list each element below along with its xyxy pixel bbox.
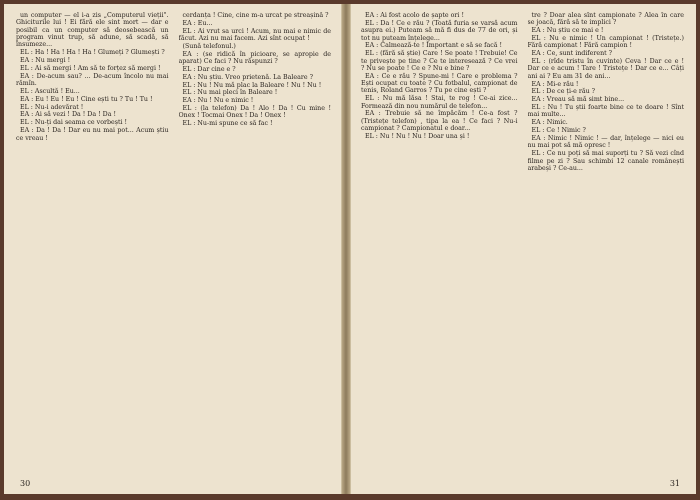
dialogue-paragraph: EL : Nu-ți dai seama ce vorbești ! [20,119,128,127]
book-gutter [342,4,350,494]
dialogue-paragraph: un computer — el i-a zis „Computerul vieții". Ghiciturile lui ! Ei fără ele sint mort — dar e posibil ca un computer să deosebească un program vinut trup, să adune, să scadă, să însumeze... [16,12,169,49]
dialogue-paragraph: EA : Nimic ! Nimic ! — dar, înțelege — nici eu nu mai pot să mă opresc ! [527,135,684,150]
dialogue-paragraph: EA : Nimic. [531,119,568,127]
dialogue-paragraph: cerdanța ! Cine, cine m-a urcat pe streașină ? [182,12,329,19]
dialogue-paragraph: EA : De-acum sau? ... De-acum încolo nu mai rămîn. [16,72,169,88]
dialogue-paragraph: EL : De ce ți-e rău ? [531,88,596,96]
dialogue-paragraph: EL : Nu-i adevărat ! [20,103,84,111]
dialogue-paragraph: EA : Ce, sunt indiferent ? [531,50,613,58]
dialogue-paragraph: EL : Dar cine e ? [182,65,236,73]
left-page-column-1 [16,12,169,482]
dialogue-paragraph: EL : Nu-mi spune ce să fac ! [182,120,273,128]
right-page-column-2 [528,12,685,482]
dialogue-paragraph: EL : (rîde tristu în cuvinte) Ceva ! Dar ce e ! Dar ce e acum ! Tare ! Tristețe ! Dar ce e... Câți ani ai ? Eu am 31 de ani... [527,58,684,80]
dialogue-paragraph: tre ? Doar alea sînt campionate ? Alea în care se joacă, fără să te implici ? [527,12,684,27]
dialogue-paragraph: EL : Nu ! Nu mă plac la Baleare ! Nu ! Nu ! [182,81,322,89]
right-page-column-1 [361,12,518,482]
dialogue-paragraph: (Sună telefonul.) [182,42,236,50]
dialogue-paragraph: EA : Eu ! Eu ! Eu ! Cine ești tu ? Tu ! Tu ! [20,95,153,103]
dialogue-paragraph: EL : (fără să știe) Care ! Se poate ! Trebuie! Ce te privește pe tine ? Ce te interesează ? Ce vrei ? Nu se poate ! Ce e ? Nu e bine ? [361,50,518,72]
right-page-number: 31 [669,479,680,488]
dialogue-paragraph: EA : Nu mergi ! [20,57,71,65]
dialogue-paragraph: EA : (se ridică în picioare, se apropie de aparat) Ce faci ? Nu răspunzi ? [178,50,331,66]
dialogue-paragraph: EL : Ai vrut sa urci ! Acum, nu mai e nimic de făcut. Azi nu mai facem. Azi sînt ocupat ! [178,27,331,43]
dialogue-paragraph: EA : Vreau să mă simt bine... [531,96,625,104]
dialogue-paragraph: EL : (la telefon) Da ! Alo ! Da ! Cu mine ! Onex ! Tocmai Onex ! Da ! Onex ! [178,105,331,120]
dialogue-paragraph: EA : Calmează-te ! Important e să se facă ! [365,42,503,50]
dialogue-paragraph: EL : Ce nu poți să mai suporți tu ? Să vezi cînd filme pe zi ? Sau schimbi 12 canale românești arabeși ? Ce-au... [527,150,684,172]
dialogue-paragraph: EA : Eu... [182,19,213,27]
dialogue-paragraph: EA : Ai fost acolo de șapte ori ! [365,12,464,19]
dialogue-paragraph: EA : Nu știu ce mai e ! [531,27,604,35]
left-page-number: 30 [20,479,31,488]
dialogue-paragraph: EA : Ce e rău ? Spune-mi ! Care e problema ? Ești ocupat cu toate ? Cu fotbalul, campionat de tenis, Roland Garros ? Tu pe cine ești ? [361,72,518,95]
dialogue-paragraph: EL : Nu ! Tu știi foarte bine ce te doare ! Sînt mai multe... [527,104,684,119]
dialogue-paragraph: EA : Nu ! Nu e nimic ! [182,97,254,105]
dialogue-paragraph: EL : Ai să mergi ! Am să te forțez să mergi ! [20,64,161,72]
dialogue-paragraph: EL : Nu mai pleci în Baleare ! [182,89,278,97]
dialogue-paragraph: EL : Nu ! Nu ! Nu ! Doar una și ! [365,133,470,140]
dialogue-paragraph: EA : Ai să vezi ! Da ! Da ! Da ! [20,111,116,119]
dialogue-paragraph: EA : Da ! Da ! Dar eu nu mai pot... Acum știu ce vreau ! [16,127,169,142]
dialogue-paragraph: EA : Mi-e rău ! [531,80,579,88]
dialogue-paragraph: EL : Ce ! Nimic ? [531,127,586,135]
dialogue-paragraph: EL : Ha ! Ha ! Ha ! Ha ! Glumeți ? Glumești ? [20,49,165,57]
dialogue-paragraph: EL : Nu e nimic ! Un campionat ! (Tristețe.) Fără campionat ! Fără campion ! [527,35,684,50]
dialogue-paragraph: EA : Nu știu. Vreo prietenă. La Baleare ? [182,73,314,81]
right-page [350,4,696,494]
dialogue-paragraph: EL : Ascultă ! Eu... [20,87,80,95]
dialogue-paragraph: EL : Da ! Ce e rău ? (Toată furia se varsă acum asupra ei.) Puteam să mă fi dus de 77 de ori, și tot nu puteam înțelege... [361,19,518,42]
dialogue-paragraph: EL : Nu mă lăsa ! Stai, te rog ! Ce-ai zice... Formează din nou numărul de telefon... [361,95,518,110]
left-page-column-2 [179,12,332,482]
left-page [4,4,342,494]
dialogue-paragraph: EA : Trebuie să ne împăcăm ! Ce-a fost ? (Tristețe telefon) , tipa la ea ! Ce faci ? Nu-i campionat ? Campionatul e doar... [361,110,518,133]
